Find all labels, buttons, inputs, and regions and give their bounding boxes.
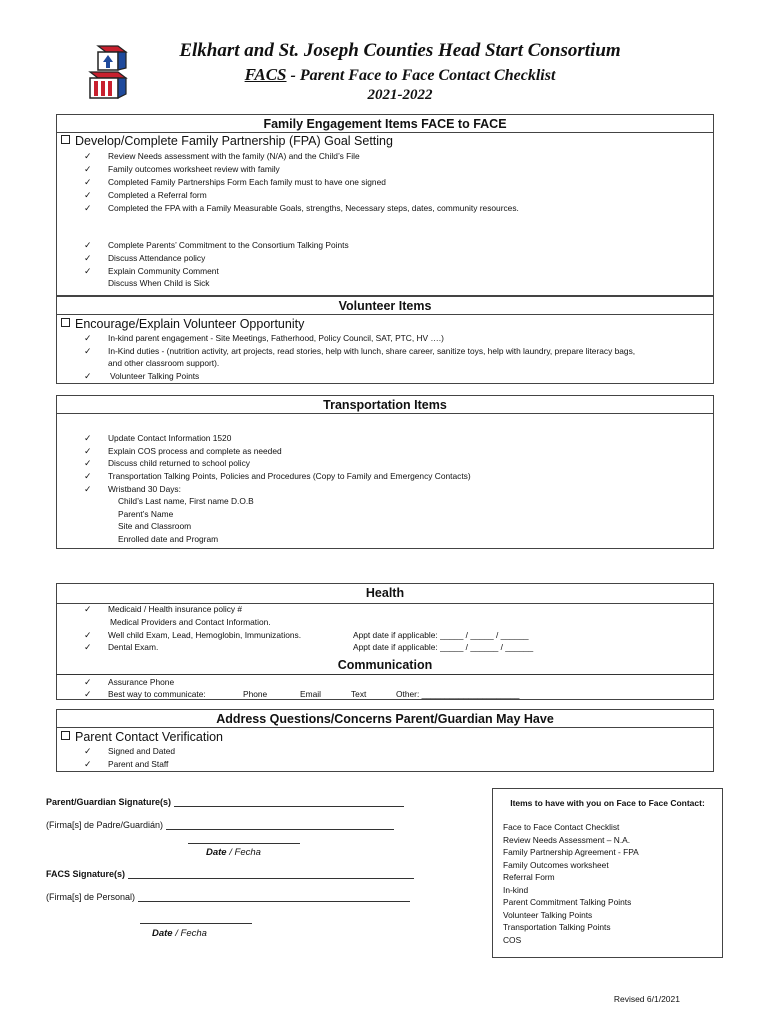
checkmark-icon: ✓ xyxy=(84,253,92,263)
checklist-item-continued: Medical Providers and Contact Information. xyxy=(110,617,271,627)
volunteer-heading: Volunteer Items xyxy=(57,299,713,315)
facs-signature-es-field[interactable]: (Firma[s] de Personal) xyxy=(46,892,410,902)
checkmark-icon: ✓ xyxy=(84,604,92,614)
communication-heading: Communication xyxy=(337,658,433,672)
checklist-item: ✓ Best way to communicate: xyxy=(84,689,206,699)
checklist-item: ✓ Explain Community Comment xyxy=(84,266,219,276)
checklist-item: ✓ Medicaid / Health insurance policy # xyxy=(84,604,243,614)
wristband-subitem: Site and Classroom xyxy=(118,521,192,531)
revision-date: Revised 6/1/2021 xyxy=(613,994,680,1004)
checkmark-icon: ✓ xyxy=(84,164,92,174)
fpa-section-label: Develop/Complete Family Partnership (FPA) Goal Setting xyxy=(61,134,393,148)
checkmark-icon: ✓ xyxy=(84,266,92,276)
list-item: COS xyxy=(503,935,522,945)
items-to-bring-box xyxy=(492,788,723,958)
checklist-item: ✓ Completed Family Partnerships Form Each family must to have one signed xyxy=(84,177,386,187)
option-text[interactable]: Text xyxy=(351,689,367,699)
checklist-item: ✓ Dental Exam. xyxy=(84,642,159,652)
list-item: Face to Face Contact Checklist xyxy=(503,822,620,832)
parent-date-label: Date / Fecha xyxy=(206,847,261,858)
checkmark-icon: ✓ xyxy=(84,346,92,356)
items-to-bring-heading: Items to have with you on Face to Face Contact: xyxy=(510,798,705,808)
address-questions-heading: Address Questions/Concerns Parent/Guardian May Have xyxy=(57,712,713,728)
list-item: Family Partnership Agreement - FPA xyxy=(503,847,639,857)
checkmark-icon: ✓ xyxy=(84,333,92,343)
verification-section-label: Parent Contact Verification xyxy=(61,730,223,744)
checklist-item: Discuss When Child is Sick xyxy=(108,278,210,288)
parent-signature-es-field[interactable]: (Firma[s] de Padre/Guardián) xyxy=(46,820,394,830)
checklist-item: ✓ Transportation Talking Points, Policies and Procedures (Copy to Family and Emergency Contacts) xyxy=(84,471,471,481)
checklist-title-rest: - Parent Face to Face Contact Checklist xyxy=(286,67,556,84)
list-item: Family Outcomes worksheet xyxy=(503,860,609,870)
checkmark-icon: ✓ xyxy=(84,689,92,699)
checkmark-icon: ✓ xyxy=(84,458,92,468)
checklist-item-continued: and other classroom support). xyxy=(108,358,220,368)
list-item: Referral Form xyxy=(503,872,555,882)
list-item: Parent Commitment Talking Points xyxy=(503,897,632,907)
checkmark-icon: ✓ xyxy=(84,471,92,481)
checklist-item: ✓ In-kind parent engagement - Site Meetings, Fatherhood, Policy Council, SAT, PTC, HV ….) xyxy=(84,333,444,343)
checklist-item: ✓ Volunteer Talking Points xyxy=(84,371,200,381)
school-year: 2021-2022 xyxy=(367,87,433,103)
list-item: Review Needs Assessment – N.A. xyxy=(503,835,631,845)
health-heading: Health xyxy=(57,586,713,604)
checkmark-icon: ✓ xyxy=(84,677,92,687)
volunteer-section-label: Encourage/Explain Volunteer Opportunity xyxy=(61,317,304,331)
facs-label: FACS xyxy=(244,65,287,84)
checklist-item: ✓ Well child Exam, Lead, Hemoglobin, Immunizations. xyxy=(84,630,302,640)
wristband-subitem: Enrolled date and Program xyxy=(118,534,219,544)
checklist-item: ✓ Assurance Phone xyxy=(84,677,175,687)
checkbox[interactable] xyxy=(61,731,70,740)
list-item: Transportation Talking Points xyxy=(503,922,611,932)
checkmark-icon: ✓ xyxy=(84,203,92,213)
checkmark-icon: ✓ xyxy=(84,240,92,250)
checklist-item: ✓ Complete Parents’ Commitment to the Consortium Talking Points xyxy=(84,240,349,250)
wristband-subitem: Parent’s Name xyxy=(118,509,174,519)
family-engagement-heading: Family Engagement Items FACE to FACE xyxy=(57,117,713,133)
checklist-item: ✓ Wristband 30 Days: xyxy=(84,484,181,494)
facs-signature-field[interactable]: FACS Signature(s) xyxy=(46,869,414,879)
checklist-item: ✓ Signed and Dated xyxy=(84,746,176,756)
checklist-item: ✓ Explain COS process and complete as needed xyxy=(84,446,282,456)
checkmark-icon: ✓ xyxy=(84,642,92,652)
checkmark-icon: ✓ xyxy=(84,746,92,756)
checkmark-icon: ✓ xyxy=(84,190,92,200)
checklist-item: ✓ Discuss child returned to school policy xyxy=(84,458,250,468)
option-other[interactable]: Other: _____________________ xyxy=(396,689,520,699)
checklist-title xyxy=(120,65,680,85)
checkmark-icon: ✓ xyxy=(84,371,92,381)
checklist-item: ✓ Update Contact Information 1520 xyxy=(84,433,232,443)
checkbox[interactable] xyxy=(61,135,70,144)
facs-date-label: Date / Fecha xyxy=(152,928,207,939)
list-item: Volunteer Talking Points xyxy=(503,910,593,920)
checklist-item: ✓ Review Needs assessment with the family (N/A) and the Child’s File xyxy=(84,151,360,161)
checkmark-icon: ✓ xyxy=(84,151,92,161)
consortium-title: Elkhart and St. Joseph Counties Head Start Consortium xyxy=(179,40,621,61)
checkmark-icon: ✓ xyxy=(84,446,92,456)
checklist-item: ✓ In-Kind duties - (nutrition activity, art projects, read stories, help with lunch, share career, sanitize toys, help with laundry, prepare literacy bags, xyxy=(84,346,636,356)
checklist-item: ✓ Parent and Staff xyxy=(84,759,169,769)
checkmark-icon: ✓ xyxy=(84,484,92,494)
appt-date-field[interactable]: Appt date if applicable: _____ / _____ / ______ xyxy=(353,630,529,640)
checklist-item: ✓ Family outcomes worksheet review with family xyxy=(84,164,280,174)
parent-signature-field[interactable]: Parent/Guardian Signature(s) xyxy=(46,797,404,807)
wristband-subitem: Child’s Last name, First name D.O.B xyxy=(118,496,254,506)
appt-date-field[interactable]: Appt date if applicable: _____ / ______ / ______ xyxy=(353,642,534,652)
option-email[interactable]: Email xyxy=(300,689,321,699)
checkbox[interactable] xyxy=(61,318,70,327)
option-phone[interactable]: Phone xyxy=(243,689,268,699)
list-item: In-kind xyxy=(503,885,529,895)
checkmark-icon: ✓ xyxy=(84,759,92,769)
checkmark-icon: ✓ xyxy=(84,630,92,640)
checklist-item: ✓ Completed the FPA with a Family Measurable Goals, strengths, Necessary steps, dates, community resources. xyxy=(84,203,519,213)
checkmark-icon: ✓ xyxy=(84,177,92,187)
checklist-item: ✓ Discuss Attendance policy xyxy=(84,253,206,263)
checklist-item: ✓ Completed a Referral form xyxy=(84,190,207,200)
checkmark-icon: ✓ xyxy=(84,433,92,443)
transportation-heading: Transportation Items xyxy=(57,398,713,414)
